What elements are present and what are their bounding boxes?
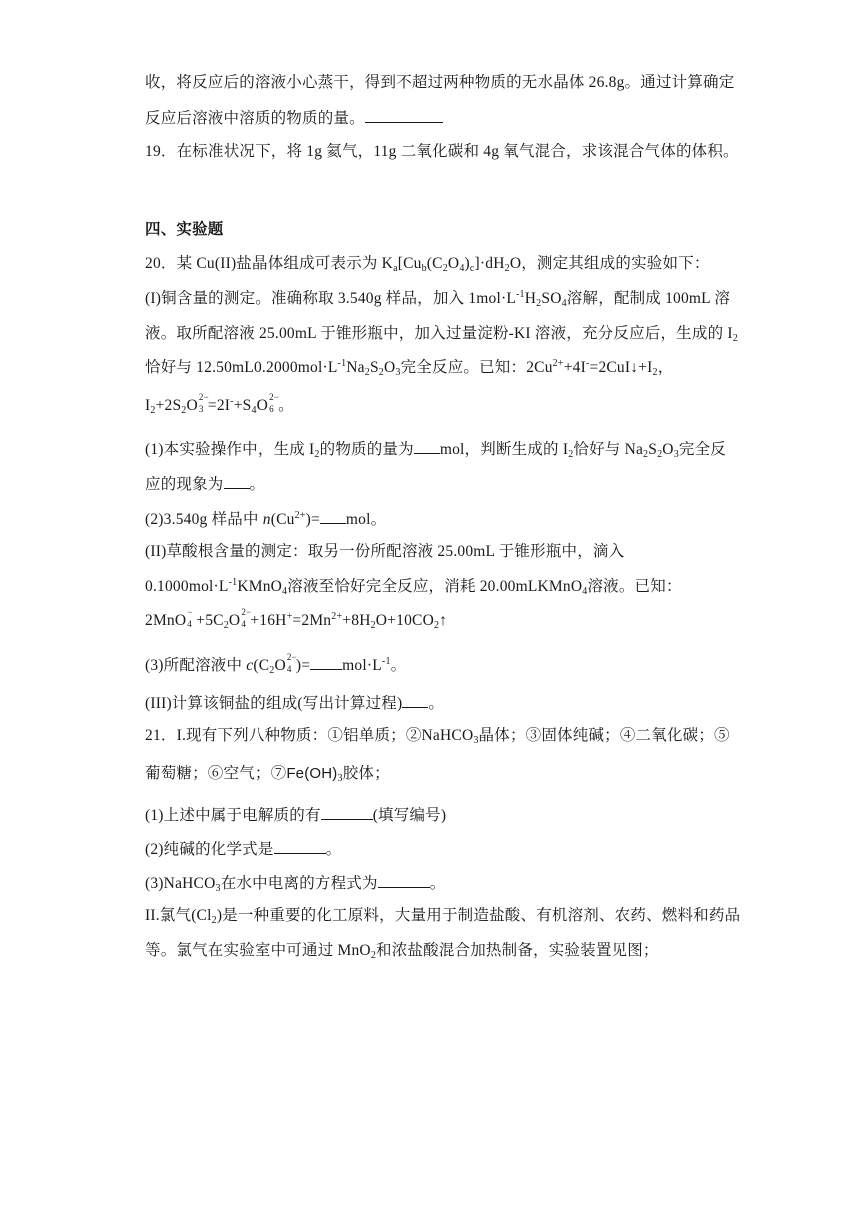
text-run: mol·L [342,657,382,674]
text-run: II.氯气(Cl [145,907,212,924]
section-title: 四、实验题 [145,221,224,238]
text-run: (2)3.540g 样品中 [145,511,263,528]
answer-blank[interactable] [365,107,443,123]
q21-sub1 [145,804,720,826]
q18-line-1 [145,73,735,93]
q18-line-2 [145,107,720,129]
text-run: (III)计算该铜盐的组成(写出计算过程) [145,695,403,712]
text-run: 晶体；③固体纯碱；④二氧化碳；⑤ [478,727,730,744]
text-run: SO [541,290,562,307]
text-run: H [524,290,537,307]
q21-line-2 [145,764,720,784]
q19-text: 19．在标准状况下，将 1g 氦气，11g 二氧化碳和 4g 氧气混合，求该混合气体的体积。 [145,143,739,160]
text-run: (3)NaHCO [145,875,216,892]
subscript: 2 [378,367,384,378]
subscript: 2 [223,620,229,631]
subscript: 4 [282,586,288,597]
answer-blank[interactable] [321,804,373,820]
text-run: 恰好与 Na [573,441,644,458]
text-run: +5C [196,612,224,629]
subscript: 3 [337,773,343,784]
subscript: 4 [582,586,588,597]
text-run: 4 [286,664,292,675]
text-run: 21．I.现有下列八种物质：①铝单质；②NaHCO [145,727,474,744]
text-run: 恰好与 12.50mL0.2000mol·L [145,359,338,376]
subscript: 2 [314,449,320,460]
ion-charge-stack [268,392,280,416]
text-run: 完全反应。已知：2Cu [400,359,553,376]
text-run: O [186,397,198,414]
q20-part3 [145,692,720,714]
subscript: 2 [150,405,156,416]
answer-blank[interactable] [414,438,440,454]
subscript: 2 [568,449,574,460]
superscript: -1 [516,289,525,300]
q21-sub2 [145,838,720,860]
subscript: 3 [473,735,479,746]
text-run: S [369,359,379,376]
text-run: )= [305,511,320,528]
q20-part1-line-3 [145,358,720,378]
text-run: n [262,511,271,528]
text-run: (II)草酸根含量的测定：取另一份所配溶液 25.00mL 于锥形瓶中，滴入 [145,543,625,560]
subscript: 2 [370,620,376,631]
text-run: =2I [207,397,231,414]
text-run: KMnO [237,578,283,595]
subscript: 2 [370,950,377,961]
text-run: (Cu [270,511,295,528]
subscript: 2 [536,298,542,309]
subscript: 2 [652,367,658,378]
ion-charge-stack [198,392,209,416]
q20-intro [145,254,720,274]
text-run: 溶解，配制成 100mL 溶 [566,290,731,307]
text-run: 和浓盐酸混合加热制备，实验装置见图； [376,942,659,959]
text-run: mol。 [345,511,387,528]
text-run: 2− [241,607,252,618]
text-run: 等。氯气在实验室中可通过 MnO [145,942,371,959]
answer-blank[interactable] [320,508,346,524]
text-run: S [648,441,658,458]
subscript: a [393,263,398,274]
answer-blank[interactable] [274,838,326,854]
text-run: 3 [198,404,204,415]
q20-part1-line-2 [145,324,738,344]
text-run: O，测定其组成的实验如下： [509,255,710,272]
text-run: +S [233,397,252,414]
subscript: 3 [395,367,401,378]
text-run: O+10CO [375,612,434,629]
text-run: 。 [390,657,407,674]
text-run: 4 [241,619,247,630]
q20-part2-line-2 [145,577,720,597]
subscript: 3 [673,449,679,460]
q21-sub3 [145,872,720,894]
text-run: ]·dH [474,255,505,272]
text-run: − [187,607,193,618]
answer-blank[interactable] [402,692,428,708]
section-heading [145,220,720,240]
superscript: + [286,611,293,622]
subscript: 2 [442,263,448,274]
text-run: O [662,441,674,458]
text-run: 4 [187,619,192,630]
text-run: (I)铜含量的测定。准确称取 3.540g 样品，加入 1mol·L [145,290,517,307]
text-run: (填写编号) [372,807,447,824]
text-run: ) [464,255,470,272]
q20-sub3 [145,654,720,676]
text-run: +2S [155,397,182,414]
subscript: 2 [657,449,663,460]
text-run: 。 [428,695,445,712]
text-run: 溶液至恰好完全反应，消耗 20.00mLKMnO [287,578,583,595]
equation-2 [145,607,720,631]
q20-sub1-line-1 [145,438,726,460]
superscript: - [230,396,234,407]
text-run: ， [657,359,674,376]
text-run: 2− [269,392,280,403]
text-run: 。 [429,875,446,892]
text-run: 的物质的量为 [319,441,414,458]
text-run: 应的现象为 [145,476,224,493]
ion-charge-stack [240,607,252,631]
subscript: 4 [459,263,465,274]
superscript: -1 [228,577,238,588]
text-run: +4I [563,359,586,376]
text-run: (1)本实验操作中，生成 I [145,441,315,458]
text-run: 液。取所配溶液 25.00mL 于锥形瓶中，加入过量淀粉-KI 溶液，充分反应后，生成的 I [145,325,733,342]
subscript: 2 [504,263,510,274]
text-run: 完全反 [678,441,726,458]
text-run: )是一种重要的化工原料，大量用于制造盐酸、有机溶剂、农药、燃料和药品 [216,907,741,924]
subscript: c [469,263,475,274]
text-run: O [228,612,241,629]
text-run: (C [426,255,443,272]
subscript: 4 [251,405,257,416]
ion-charge-stack [186,607,196,631]
subscript: 3 [215,883,221,894]
text-run: +16H [250,612,287,629]
text-run: Na [346,359,365,376]
q20-sub2 [145,508,720,530]
text-run: (3)所配溶液中 [145,657,247,674]
text-run: 。 [249,476,266,493]
subscript: 2 [643,449,649,460]
subscript: 4 [561,298,567,309]
subscript: 2 [269,665,275,676]
subscript: 2 [732,333,738,344]
subscript: 2 [433,620,440,631]
q21-part2-line-1 [145,906,741,926]
text-run: 胶体； [342,765,390,782]
text-run: [Cu [397,255,422,272]
subscript: 2 [211,915,217,926]
q20-sub1-line-2 [145,473,720,495]
text-run: 2− [286,652,297,663]
answer-blank[interactable] [378,872,430,888]
q20-part2-line-1 [145,542,720,562]
superscript: 2+ [294,510,306,521]
text-run: +8H [342,612,371,629]
q21-line-1 [145,726,730,746]
text-run: 溶液。已知： [587,578,682,595]
text-run: O [384,359,396,376]
text-run: 葡萄糖；⑥空气；⑦ [145,765,287,782]
text-run: (1)上述中属于电解质的有 [145,807,321,824]
q18-text-1: 收，将反应后的溶液小心蒸干，得到不超过两种物质的无水晶体 26.8g。通过计算确定 [145,74,735,91]
superscript: -1 [337,358,347,369]
text-run: =2CuI↓+I [589,359,653,376]
text-run: 6 [269,404,274,415]
q21-part2-line-2 [145,941,720,961]
q18-text-2: 反应后溶液中溶质的物质的量。 [145,110,365,127]
text-run: 在水中电离的方程式为 [220,875,378,892]
text-run: =2Mn [292,612,332,629]
answer-blank[interactable] [310,654,342,670]
superscript: - [585,358,590,369]
answer-blank[interactable] [224,473,250,489]
text-run: ↑ [439,612,448,629]
text-run: Fe(OH) [286,765,338,782]
subscript: b [421,263,427,274]
text-run: c [246,657,254,674]
text-run: O [256,397,269,414]
superscript: 2+ [331,611,343,622]
text-run: O [447,255,460,272]
q20-part1-line-1 [145,289,731,309]
text-run: (C [253,657,270,674]
text-run: O [274,657,286,674]
text-run: 。 [325,841,342,858]
subscript: 2 [181,405,187,416]
text-run: 20．某 Cu(II)盐晶体组成可表示为 K [145,255,394,272]
text-run: I [145,397,151,414]
text-run: )= [295,657,311,674]
text-run: (2)纯碱的化学式是 [145,841,274,858]
superscript: -1 [381,656,391,667]
text-run: mol，判断生成的 I [439,441,569,458]
superscript: 2+ [552,358,564,369]
ion-charge-stack [286,652,297,676]
q19-line [145,142,739,162]
equation-1 [145,392,720,416]
text-run: 0.1000mol·L [145,578,229,595]
subscript: 2 [364,367,370,378]
text-run: 2− [198,392,209,403]
text-run: 。 [278,397,294,414]
text-run: 2MnO [145,612,187,629]
